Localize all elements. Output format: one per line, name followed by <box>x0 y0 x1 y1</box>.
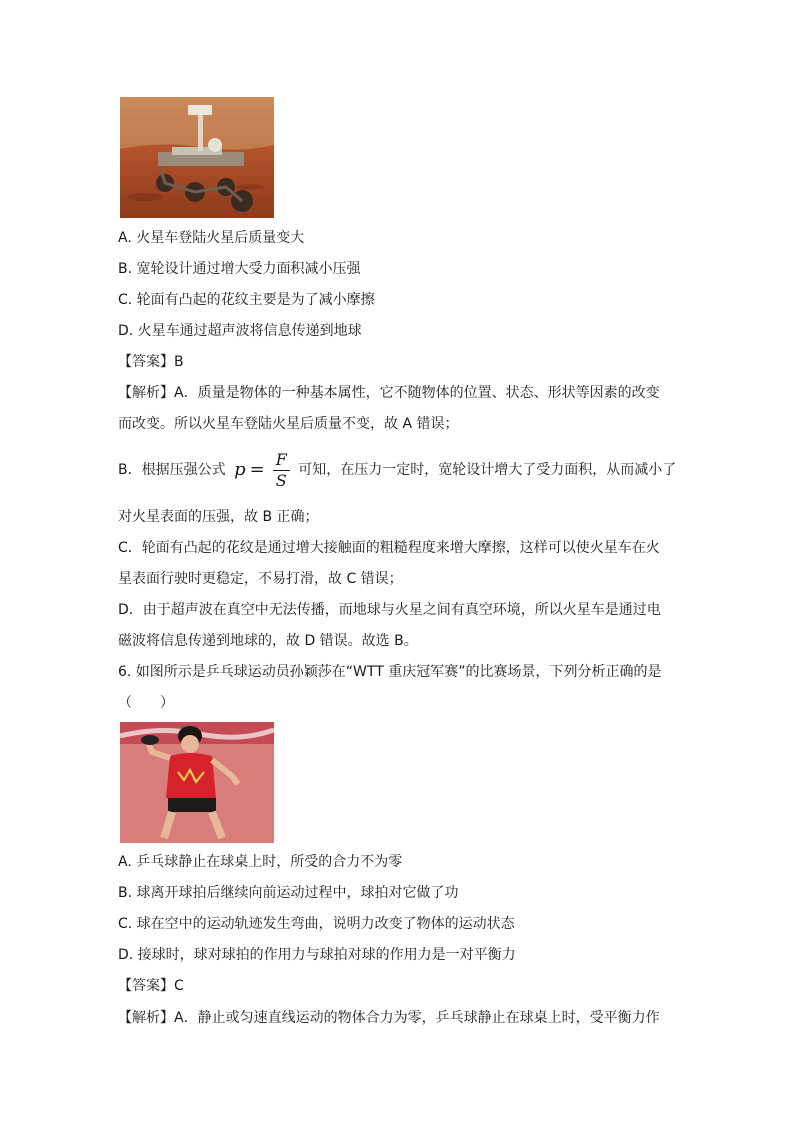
formula-equals: = <box>249 459 265 480</box>
pressure-formula <box>234 448 290 492</box>
q5-option-d: D. 火星车通过超声波将信息传递到地球 <box>118 323 362 339</box>
q5-option-c: C. 轮面有凸起的花纹主要是为了减小摩擦 <box>118 292 375 308</box>
formula-p: p <box>234 459 246 480</box>
q5-analysis-b-prefix: B．根据压强公式 <box>118 462 226 478</box>
q5-analysis-b-line2: 对火星表面的压强，故 B 正确； <box>118 509 319 525</box>
mars-rover-image <box>120 97 274 218</box>
q5-analysis-c-line2: 星表面行驶时更稳定，不易打滑，故 C 错误； <box>118 571 403 587</box>
q5-analysis-b-line1 <box>118 448 676 492</box>
q6-stem-line2: （ ） <box>118 695 174 711</box>
formula-denominator: S <box>275 470 287 490</box>
q5-analysis-c-line1: C．轮面有凸起的花纹是通过增大接触面的粗糙程度来增大摩擦，这样可以使火星车在火 <box>118 540 660 556</box>
formula-numerator: F <box>273 450 290 471</box>
q5-answer: 【答案】B <box>118 354 184 370</box>
q5-analysis-d-line2: 磁波将信息传递到地球的，故 D 错误。故选 B。 <box>118 633 418 649</box>
q6-option-d: D. 接球时，球对球拍的作用力与球拍对球的作用力是一对平衡力 <box>118 947 516 963</box>
table-tennis-image <box>120 722 274 843</box>
q5-analysis-d-line1: D．由于超声波在真空中无法传播，而地球与火星之间有真空环境，所以火星车是通过电 <box>118 602 661 618</box>
q6-stem-line1: 6. 如图所示是乒乓球运动员孙颖莎在“WTT 重庆冠军赛”的比赛场景，下列分析正确的是 <box>118 664 662 680</box>
q5-analysis-b-suffix: 可知，在压力一定时，宽轮设计增大了受力面积，从而减小了 <box>298 462 677 478</box>
q6-option-c: C. 球在空中的运动轨迹发生弯曲，说明力改变了物体的运动状态 <box>118 916 515 932</box>
q5-analysis-a-line2: 而改变。所以火星车登陆火星后质量不变，故 A 错误； <box>118 416 459 432</box>
q5-option-a: A. 火星车登陆火星后质量变大 <box>118 230 305 246</box>
q6-analysis-a-line1: 【解析】A．静止或匀速直线运动的物体合力为零，乒乓球静止在球桌上时，受平衡力作 <box>118 1010 660 1026</box>
q6-answer: 【答案】C <box>118 978 184 994</box>
q6-option-b: B. 球离开球拍后继续向前运动过程中，球拍对它做了功 <box>118 885 459 901</box>
formula-fraction <box>273 450 290 491</box>
q5-analysis-a-line1: 【解析】A．质量是物体的一种基本属性，它不随物体的位置、状态、形状等因素的改变 <box>118 385 660 401</box>
q5-option-b: B. 宽轮设计通过增大受力面积减小压强 <box>118 261 361 277</box>
q6-option-a: A. 乒乓球静止在球桌上时，所受的合力不为零 <box>118 854 403 870</box>
